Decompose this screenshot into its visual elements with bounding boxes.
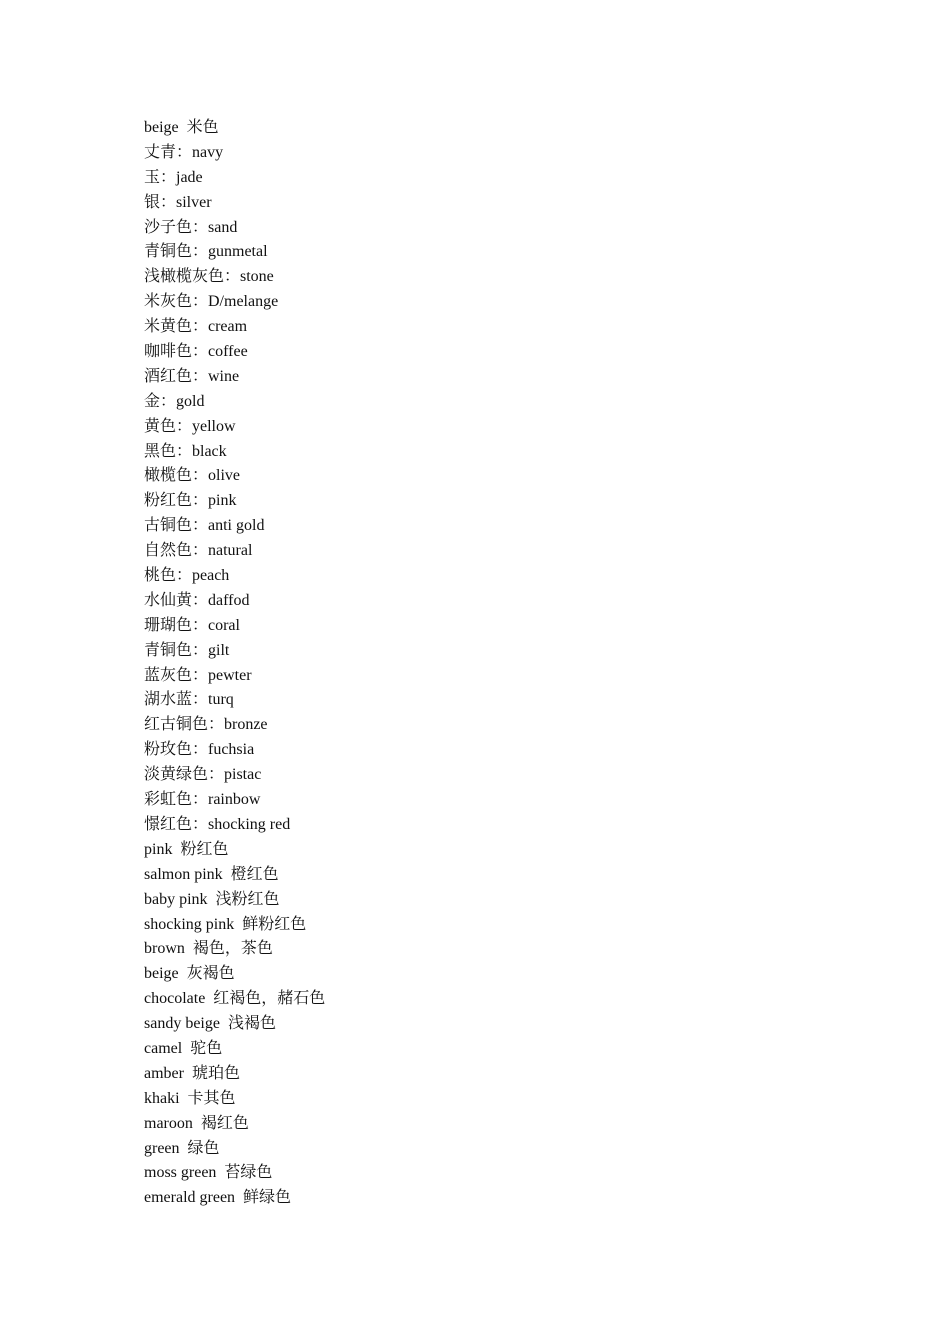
text-line: 米黄色：cream — [144, 318, 248, 336]
color-term-list — [144, 116, 325, 1211]
text-line: 珊瑚色：coral — [144, 616, 240, 634]
text-line: pink 粉红色 — [144, 840, 229, 858]
text-line: 米灰色：D/melange — [144, 293, 279, 311]
text-line: 金：gold — [144, 392, 205, 410]
text-line: green 绿色 — [144, 1139, 220, 1157]
text-line: sandy beige 浅褐色 — [144, 1015, 276, 1033]
text-line: 玉：jade — [144, 168, 203, 186]
text-line: 酒红色：wine — [144, 367, 240, 385]
text-line: brown 褐色，茶色 — [144, 940, 273, 958]
text-line: baby pink 浅粉红色 — [144, 890, 280, 908]
text-line: camel 驼色 — [144, 1039, 223, 1057]
text-line: moss green 苔绿色 — [144, 1164, 273, 1182]
text-line: 自然色：natural — [144, 542, 253, 560]
text-line: 橄榄色：olive — [144, 467, 240, 485]
text-line: beige 米色 — [144, 119, 219, 136]
text-line: khaki 卡其色 — [144, 1089, 236, 1107]
text-line: emerald green 鲜绿色 — [144, 1189, 292, 1207]
text-line: 湖水蓝：turq — [144, 691, 234, 709]
text-line: 淡黄绿色：pistac — [144, 766, 262, 784]
text-line: 青铜色：gilt — [144, 641, 230, 659]
text-line: 黄色：yellow — [144, 417, 236, 435]
text-line: 古铜色：anti gold — [144, 517, 265, 535]
text-line: 粉红色：pink — [144, 492, 237, 510]
text-line: beige 灰褐色 — [144, 965, 235, 983]
text-line: 粉玫色：fuchsia — [144, 741, 255, 759]
text-line: shocking pink 鲜粉红色 — [144, 915, 307, 933]
text-line: 红古铜色：bronze — [144, 716, 268, 734]
text-line: 彩虹色：rainbow — [144, 791, 261, 809]
text-line: 丈青：navy — [144, 143, 224, 161]
text-line: 浅橄榄灰色：stone — [144, 268, 274, 286]
text-line: 蓝灰色：pewter — [144, 666, 252, 684]
text-line: 水仙黄：daffod — [144, 591, 250, 609]
text-line: 沙子色：sand — [144, 218, 238, 236]
text-line: maroon 褐红色 — [144, 1114, 249, 1132]
text-line: 桃色：peach — [144, 567, 230, 585]
text-line: 黑色：black — [144, 442, 227, 460]
text-line: amber 琥珀色 — [144, 1064, 240, 1082]
text-line: 银：silver — [144, 193, 212, 211]
text-line: chocolate 红褐色，赭石色 — [144, 990, 326, 1008]
text-line: salmon pink 橙红色 — [144, 865, 279, 883]
text-line: 咖啡色：coffee — [144, 343, 248, 361]
text-line: 憬红色：shocking red — [144, 815, 291, 833]
text-line: 青铜色：gunmetal — [144, 243, 268, 261]
